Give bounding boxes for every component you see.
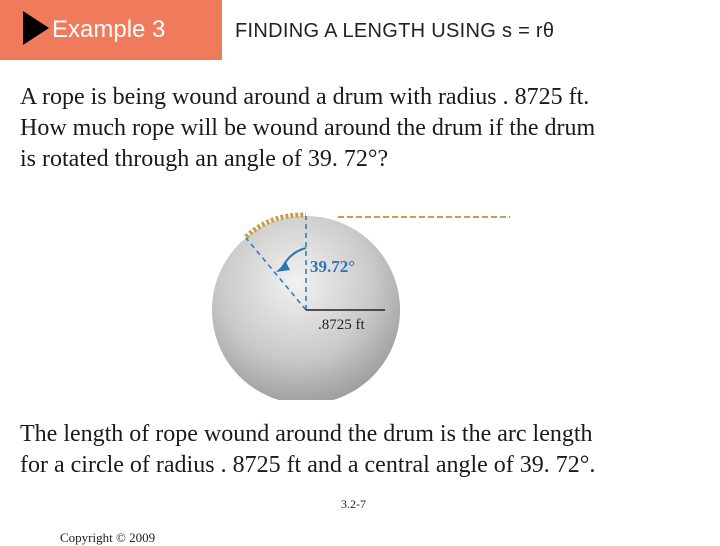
example-tab (0, 0, 222, 60)
problem-line-3: is rotated through an angle of 39. 72°? (20, 146, 389, 172)
angle-label: 39.72° (310, 257, 356, 276)
example-label: Example 3 (52, 16, 166, 43)
copyright-text: Copyright © 2009 (60, 530, 156, 545)
play-arrow-icon (23, 11, 49, 45)
drum-figure (200, 200, 530, 400)
problem-text (20, 82, 595, 175)
slide-number: 3.2-7 (341, 497, 366, 511)
answer-text (20, 419, 595, 481)
radius-label: .8725 ft (318, 317, 365, 333)
slide-heading: FINDING A LENGTH USING s = rθ (235, 20, 555, 42)
problem-line-2: How much rope will be wound around the drum if the drum (20, 115, 596, 141)
problem-line-1: A rope is being wound around a drum with radius . 8725 ft. (20, 84, 590, 110)
answer-line-2: for a circle of radius . 8725 ft and a central angle of 39. 72°. (20, 452, 596, 478)
answer-line-1: The length of rope wound around the drum is the arc length (20, 421, 593, 447)
